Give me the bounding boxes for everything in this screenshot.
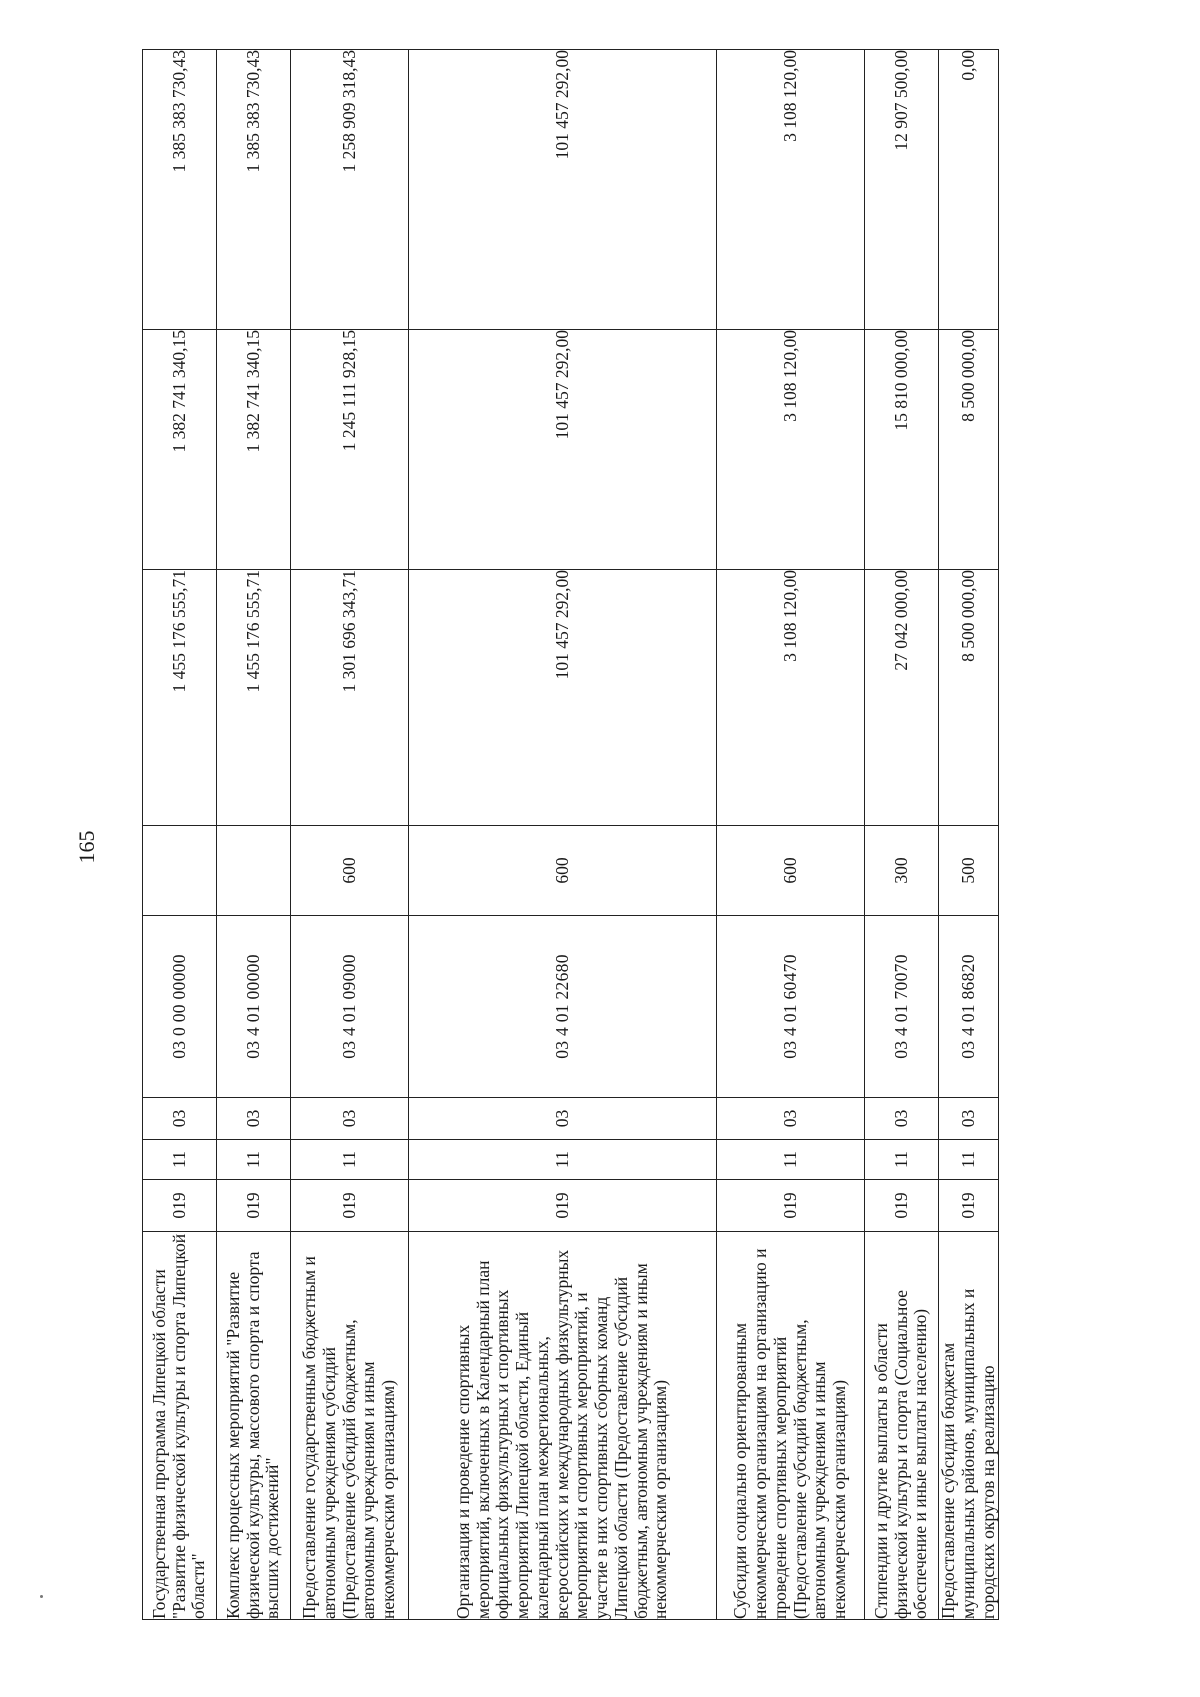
cell-expense-type: 500 (939, 826, 999, 916)
cell-amount-1: 1 301 696 343,71 (291, 570, 409, 826)
cell-amount-3: 1 385 383 730,43 (217, 50, 291, 330)
cell-ministry: 019 (291, 1180, 409, 1232)
table-row (717, 50, 865, 1620)
cell-ministry: 019 (143, 1180, 217, 1232)
page-number (72, 822, 102, 872)
cell-name: Государственная программа Липецкой области "Развитие физической культуры и спорта Липецкой области" (143, 1232, 217, 1620)
cell-amount-3: 12 907 500,00 (865, 50, 939, 330)
cell-target-article: 03 4 01 60470 (717, 916, 865, 1098)
cell-name: Субсидии социально ориентированным некоммерческим организациям на организацию и проведение спортивных мероприятий (Предоставление субсидий бюджетным, автономным учреждениям и иным некоммерческим организациям) (717, 1232, 865, 1620)
cell-ministry: 019 (939, 1180, 999, 1232)
cell-amount-2: 1 382 741 340,15 (217, 330, 291, 570)
cell-target-article: 03 0 00 00000 (143, 916, 217, 1098)
cell-ministry: 019 (217, 1180, 291, 1232)
table-row (143, 50, 217, 1620)
cell-expense-type: 600 (409, 826, 717, 916)
table-row (939, 50, 999, 1620)
cell-subsection: 03 (217, 1098, 291, 1140)
cell-section: 11 (717, 1140, 865, 1180)
cell-name: Предоставление государственным бюджетным и автономным учреждениям субсидий (Предоставление субсидий бюджетным, автономным учреждениям и иным некоммерческим организациям) (291, 1232, 409, 1620)
cell-amount-3: 101 457 292,00 (409, 50, 717, 330)
budget-table-rotated (142, 50, 1097, 1620)
cell-amount-3: 3 108 120,00 (717, 50, 865, 330)
table-row (409, 50, 717, 1620)
cell-subsection: 03 (717, 1098, 865, 1140)
cell-amount-2: 1 245 111 928,15 (291, 330, 409, 570)
cell-ministry: 019 (865, 1180, 939, 1232)
cell-amount-1: 101 457 292,00 (409, 570, 717, 826)
table-row (291, 50, 409, 1620)
cell-target-article: 03 4 01 86820 (939, 916, 999, 1098)
cell-ministry: 019 (717, 1180, 865, 1232)
cell-subsection: 03 (291, 1098, 409, 1140)
page-number-text: 165 (74, 830, 99, 864)
cell-amount-1: 3 108 120,00 (717, 570, 865, 826)
cell-expense-type (143, 826, 217, 916)
cell-amount-3: 1 258 909 318,43 (291, 50, 409, 330)
cell-target-article: 03 4 01 22680 (409, 916, 717, 1098)
cell-amount-1: 1 455 176 555,71 (143, 570, 217, 826)
cell-name: Организация и проведение спортивных мероприятий, включенных в Календарный план официальных физкультурных и спортивных мероприятий Липецкой области, Единый календарный план межрегиональных, всероссийских и международных физкультурных мероприятий и спортивных мероприятий, и участие в них спортивных сборных команд Липецкой области (Предоставление субсидий бюджетным, автономным учреждениям и иным некоммерческим организациям) (409, 1232, 717, 1620)
cell-subsection: 03 (143, 1098, 217, 1140)
cell-ministry: 019 (409, 1180, 717, 1232)
cell-name: Стипендии и другие выплаты в области физической культуры и спорта (Социальное обеспечение и иные выплаты населению) (865, 1232, 939, 1620)
cell-amount-2: 1 382 741 340,15 (143, 330, 217, 570)
cell-section: 11 (217, 1140, 291, 1180)
cell-expense-type: 600 (291, 826, 409, 916)
table-row (865, 50, 939, 1620)
scan-speck (40, 1595, 43, 1598)
cell-subsection: 03 (939, 1098, 999, 1140)
cell-section: 11 (939, 1140, 999, 1180)
cell-section: 11 (143, 1140, 217, 1180)
cell-amount-2: 8 500 000,00 (939, 330, 999, 570)
cell-target-article: 03 4 01 00000 (217, 916, 291, 1098)
cell-amount-2: 101 457 292,00 (409, 330, 717, 570)
cell-subsection: 03 (409, 1098, 717, 1140)
cell-amount-3: 0,00 (939, 50, 999, 330)
cell-expense-type (217, 826, 291, 916)
cell-target-article: 03 4 01 70070 (865, 916, 939, 1098)
table-row (217, 50, 291, 1620)
cell-section: 11 (409, 1140, 717, 1180)
cell-subsection: 03 (865, 1098, 939, 1140)
cell-amount-1: 1 455 176 555,71 (217, 570, 291, 826)
budget-table (142, 49, 999, 1620)
cell-section: 11 (865, 1140, 939, 1180)
cell-section: 11 (291, 1140, 409, 1180)
cell-name: Предоставление субсидии бюджетам муниципальных районов, муниципальных и городских округов на реализацию (939, 1232, 999, 1620)
cell-amount-2: 15 810 000,00 (865, 330, 939, 570)
cell-amount-1: 27 042 000,00 (865, 570, 939, 826)
cell-amount-1: 8 500 000,00 (939, 570, 999, 826)
cell-name: Комплекс процессных мероприятий "Развитие физической культуры, массового спорта и спорта высших достижений" (217, 1232, 291, 1620)
cell-amount-2: 3 108 120,00 (717, 330, 865, 570)
cell-expense-type: 300 (865, 826, 939, 916)
cell-expense-type: 600 (717, 826, 865, 916)
cell-amount-3: 1 385 383 730,43 (143, 50, 217, 330)
cell-target-article: 03 4 01 09000 (291, 916, 409, 1098)
